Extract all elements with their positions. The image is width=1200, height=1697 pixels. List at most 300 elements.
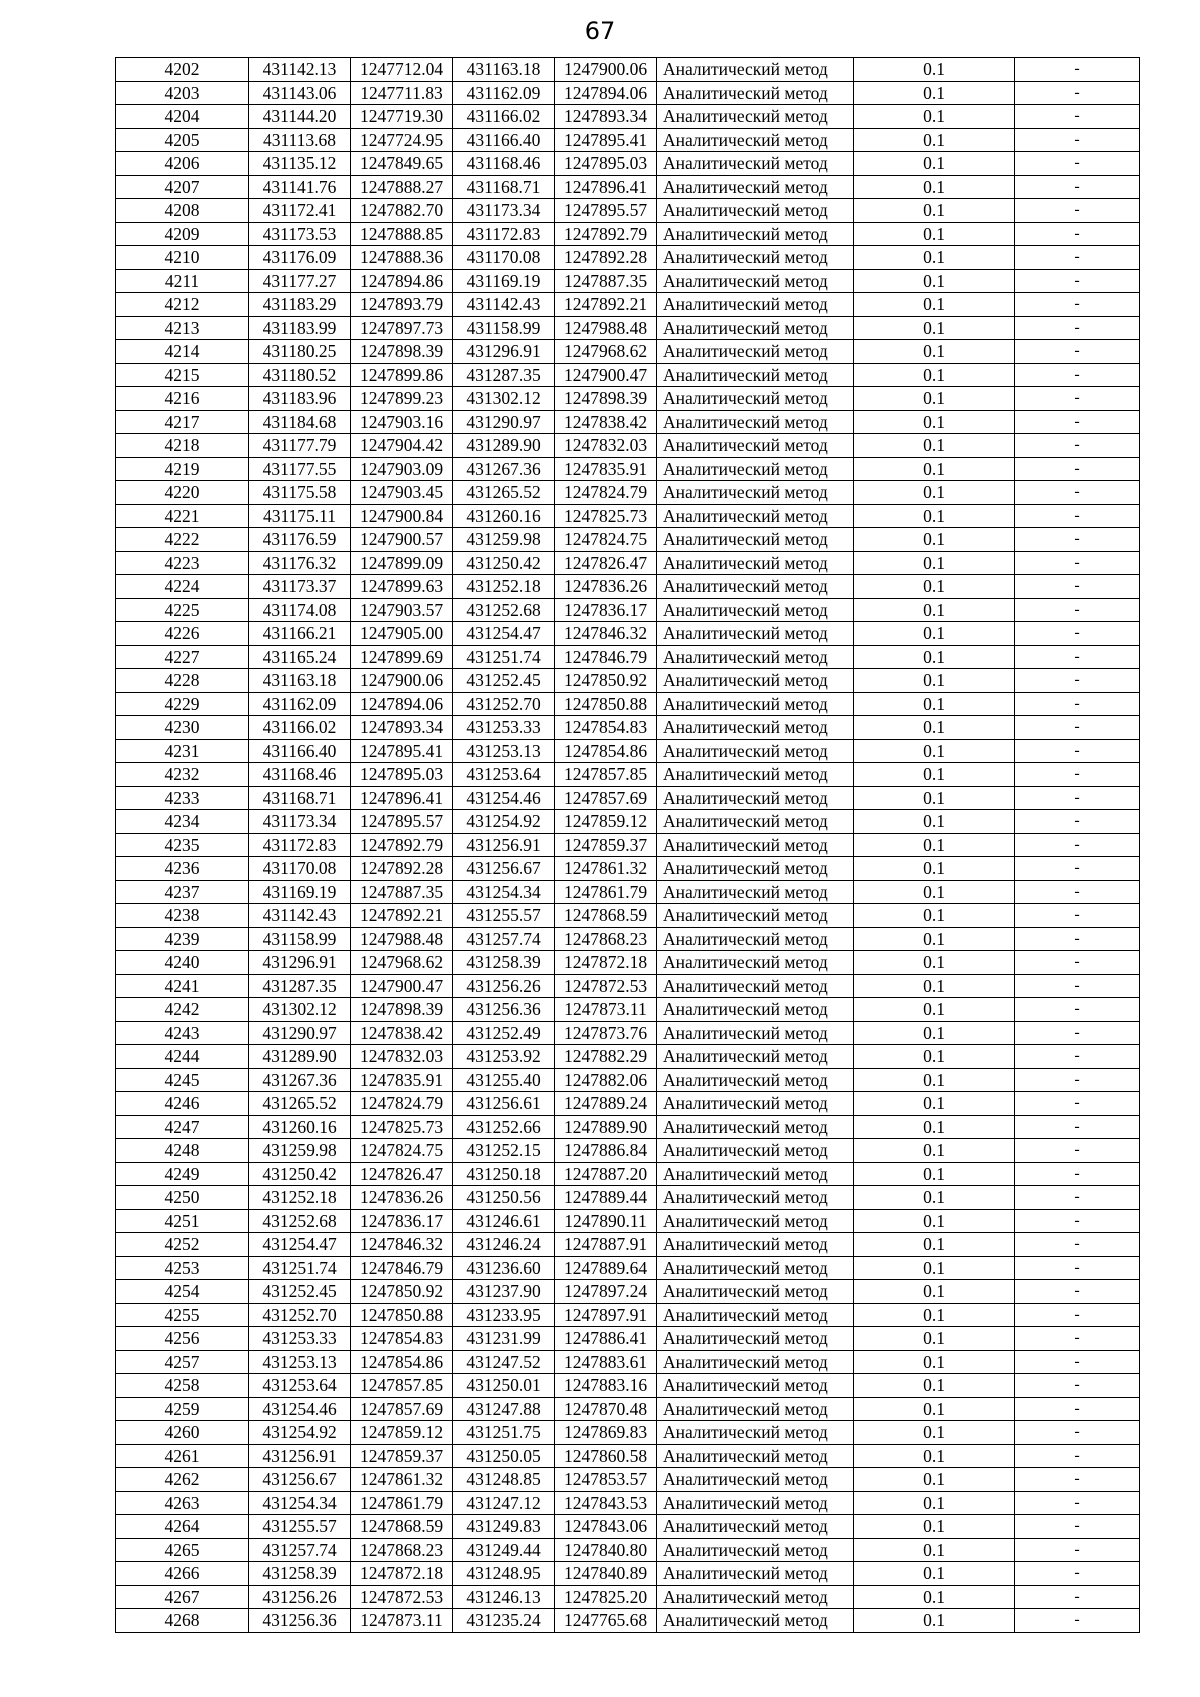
accuracy-cell: 0.1	[854, 1444, 1015, 1468]
y1-cell: 1247898.39	[351, 340, 453, 364]
accuracy-cell: 0.1	[854, 1585, 1015, 1609]
y1-cell: 1247900.84	[351, 504, 453, 528]
y1-cell: 1247868.59	[351, 1515, 453, 1539]
y2-cell: 1247887.91	[555, 1233, 657, 1257]
accuracy-cell: 0.1	[854, 316, 1015, 340]
y2-cell: 1247832.03	[555, 434, 657, 458]
y2-cell: 1247846.79	[555, 645, 657, 669]
table-row	[116, 387, 1140, 411]
x1-cell: 431183.96	[249, 387, 351, 411]
x1-cell: 431254.46	[249, 1397, 351, 1421]
y2-cell: 1247843.06	[555, 1515, 657, 1539]
accuracy-cell: 0.1	[854, 645, 1015, 669]
y1-cell: 1247857.85	[351, 1374, 453, 1398]
method-cell: Аналитический метод	[657, 1515, 854, 1539]
accuracy-cell: 0.1	[854, 1303, 1015, 1327]
accuracy-cell: 0.1	[854, 1562, 1015, 1586]
note-cell: -	[1015, 1209, 1140, 1233]
accuracy-cell: 0.1	[854, 481, 1015, 505]
x2-cell: 431253.64	[453, 763, 555, 787]
table-row	[116, 152, 1140, 176]
table-row	[116, 1468, 1140, 1492]
note-cell: -	[1015, 810, 1140, 834]
x2-cell: 431172.83	[453, 222, 555, 246]
x2-cell: 431250.01	[453, 1374, 555, 1398]
point-number-cell: 4262	[116, 1468, 249, 1492]
accuracy-cell: 0.1	[854, 105, 1015, 129]
x1-cell: 431252.68	[249, 1209, 351, 1233]
table-row	[116, 1068, 1140, 1092]
x1-cell: 431252.70	[249, 1303, 351, 1327]
table-row	[116, 1327, 1140, 1351]
y1-cell: 1247826.47	[351, 1162, 453, 1186]
y1-cell: 1247846.79	[351, 1256, 453, 1280]
method-cell: Аналитический метод	[657, 974, 854, 998]
point-number-cell: 4218	[116, 434, 249, 458]
y1-cell: 1247711.83	[351, 81, 453, 105]
y1-cell: 1247895.57	[351, 810, 453, 834]
note-cell: -	[1015, 1115, 1140, 1139]
x2-cell: 431287.35	[453, 363, 555, 387]
y2-cell: 1247872.53	[555, 974, 657, 998]
y1-cell: 1247903.45	[351, 481, 453, 505]
x2-cell: 431258.39	[453, 951, 555, 975]
x1-cell: 431252.45	[249, 1280, 351, 1304]
table-row	[116, 481, 1140, 505]
y1-cell: 1247882.70	[351, 199, 453, 223]
table-row	[116, 551, 1140, 575]
table-row	[116, 504, 1140, 528]
x1-cell: 431176.59	[249, 528, 351, 552]
point-number-cell: 4248	[116, 1139, 249, 1163]
accuracy-cell: 0.1	[854, 575, 1015, 599]
accuracy-cell: 0.1	[854, 528, 1015, 552]
accuracy-cell: 0.1	[854, 998, 1015, 1022]
point-number-cell: 4203	[116, 81, 249, 105]
accuracy-cell: 0.1	[854, 551, 1015, 575]
y1-cell: 1247903.09	[351, 457, 453, 481]
y2-cell: 1247854.86	[555, 739, 657, 763]
accuracy-cell: 0.1	[854, 1280, 1015, 1304]
y1-cell: 1247888.36	[351, 246, 453, 270]
note-cell: -	[1015, 739, 1140, 763]
x2-cell: 431252.45	[453, 669, 555, 693]
note-cell: -	[1015, 575, 1140, 599]
y2-cell: 1247883.16	[555, 1374, 657, 1398]
accuracy-cell: 0.1	[854, 293, 1015, 317]
x1-cell: 431254.47	[249, 1233, 351, 1257]
accuracy-cell: 0.1	[854, 1139, 1015, 1163]
note-cell: -	[1015, 175, 1140, 199]
x1-cell: 431260.16	[249, 1115, 351, 1139]
x1-cell: 431256.36	[249, 1609, 351, 1633]
y1-cell: 1247859.37	[351, 1444, 453, 1468]
table-row	[116, 434, 1140, 458]
table-row	[116, 293, 1140, 317]
point-number-cell: 4213	[116, 316, 249, 340]
method-cell: Аналитический метод	[657, 1280, 854, 1304]
y1-cell: 1247899.09	[351, 551, 453, 575]
method-cell: Аналитический метод	[657, 1562, 854, 1586]
x1-cell: 431180.25	[249, 340, 351, 364]
y2-cell: 1247825.20	[555, 1585, 657, 1609]
note-cell: -	[1015, 951, 1140, 975]
method-cell: Аналитический метод	[657, 951, 854, 975]
table-row	[116, 175, 1140, 199]
x1-cell: 431142.13	[249, 58, 351, 82]
accuracy-cell: 0.1	[854, 246, 1015, 270]
y1-cell: 1247892.28	[351, 857, 453, 881]
accuracy-cell: 0.1	[854, 1068, 1015, 1092]
accuracy-cell: 0.1	[854, 363, 1015, 387]
accuracy-cell: 0.1	[854, 1515, 1015, 1539]
x2-cell: 431250.18	[453, 1162, 555, 1186]
note-cell: -	[1015, 1092, 1140, 1116]
y1-cell: 1247832.03	[351, 1045, 453, 1069]
point-number-cell: 4260	[116, 1421, 249, 1445]
accuracy-cell: 0.1	[854, 152, 1015, 176]
x2-cell: 431162.09	[453, 81, 555, 105]
y1-cell: 1247836.26	[351, 1186, 453, 1210]
point-number-cell: 4243	[116, 1021, 249, 1045]
x1-cell: 431289.90	[249, 1045, 351, 1069]
x2-cell: 431260.16	[453, 504, 555, 528]
table-row	[116, 340, 1140, 364]
note-cell: -	[1015, 645, 1140, 669]
note-cell: -	[1015, 222, 1140, 246]
x2-cell: 431254.46	[453, 786, 555, 810]
table-row	[116, 1280, 1140, 1304]
method-cell: Аналитический метод	[657, 1585, 854, 1609]
x1-cell: 431177.27	[249, 269, 351, 293]
note-cell: -	[1015, 504, 1140, 528]
x1-cell: 431177.55	[249, 457, 351, 481]
y2-cell: 1247900.06	[555, 58, 657, 82]
accuracy-cell: 0.1	[854, 434, 1015, 458]
y2-cell: 1247898.39	[555, 387, 657, 411]
method-cell: Аналитический метод	[657, 927, 854, 951]
point-number-cell: 4258	[116, 1374, 249, 1398]
y2-cell: 1247896.41	[555, 175, 657, 199]
x1-cell: 431173.53	[249, 222, 351, 246]
x1-cell: 431184.68	[249, 410, 351, 434]
point-number-cell: 4217	[116, 410, 249, 434]
y2-cell: 1247892.79	[555, 222, 657, 246]
note-cell: -	[1015, 1256, 1140, 1280]
x1-cell: 431253.33	[249, 1327, 351, 1351]
x2-cell: 431256.61	[453, 1092, 555, 1116]
x2-cell: 431250.05	[453, 1444, 555, 1468]
note-cell: -	[1015, 1397, 1140, 1421]
table-row	[116, 904, 1140, 928]
x1-cell: 431255.57	[249, 1515, 351, 1539]
y2-cell: 1247882.06	[555, 1068, 657, 1092]
note-cell: -	[1015, 434, 1140, 458]
method-cell: Аналитический метод	[657, 340, 854, 364]
note-cell: -	[1015, 763, 1140, 787]
table-row	[116, 622, 1140, 646]
accuracy-cell: 0.1	[854, 692, 1015, 716]
table-row	[116, 880, 1140, 904]
accuracy-cell: 0.1	[854, 763, 1015, 787]
x2-cell: 431255.57	[453, 904, 555, 928]
table-row	[116, 1186, 1140, 1210]
y2-cell: 1247873.76	[555, 1021, 657, 1045]
point-number-cell: 4257	[116, 1350, 249, 1374]
table-row	[116, 1209, 1140, 1233]
x1-cell: 431183.99	[249, 316, 351, 340]
y1-cell: 1247846.32	[351, 1233, 453, 1257]
note-cell: -	[1015, 669, 1140, 693]
x2-cell: 431142.43	[453, 293, 555, 317]
x1-cell: 431172.83	[249, 833, 351, 857]
method-cell: Аналитический метод	[657, 1350, 854, 1374]
accuracy-cell: 0.1	[854, 1233, 1015, 1257]
y2-cell: 1247868.23	[555, 927, 657, 951]
y1-cell: 1247905.00	[351, 622, 453, 646]
method-cell: Аналитический метод	[657, 880, 854, 904]
method-cell: Аналитический метод	[657, 1491, 854, 1515]
y1-cell: 1247898.39	[351, 998, 453, 1022]
y2-cell: 1247857.85	[555, 763, 657, 787]
y1-cell: 1247859.12	[351, 1421, 453, 1445]
y2-cell: 1247886.41	[555, 1327, 657, 1351]
note-cell: -	[1015, 833, 1140, 857]
method-cell: Аналитический метод	[657, 669, 854, 693]
note-cell: -	[1015, 1139, 1140, 1163]
table-row	[116, 316, 1140, 340]
note-cell: -	[1015, 58, 1140, 82]
point-number-cell: 4244	[116, 1045, 249, 1069]
point-number-cell: 4233	[116, 786, 249, 810]
y2-cell: 1247836.17	[555, 598, 657, 622]
note-cell: -	[1015, 128, 1140, 152]
x2-cell: 431170.08	[453, 246, 555, 270]
y2-cell: 1247892.28	[555, 246, 657, 270]
accuracy-cell: 0.1	[854, 1538, 1015, 1562]
x2-cell: 431248.85	[453, 1468, 555, 1492]
table-row	[116, 1233, 1140, 1257]
point-number-cell: 4221	[116, 504, 249, 528]
x1-cell: 431162.09	[249, 692, 351, 716]
x1-cell: 431302.12	[249, 998, 351, 1022]
y1-cell: 1247903.16	[351, 410, 453, 434]
note-cell: -	[1015, 904, 1140, 928]
method-cell: Аналитический метод	[657, 1374, 854, 1398]
accuracy-cell: 0.1	[854, 199, 1015, 223]
point-number-cell: 4227	[116, 645, 249, 669]
method-cell: Аналитический метод	[657, 363, 854, 387]
note-cell: -	[1015, 1562, 1140, 1586]
accuracy-cell: 0.1	[854, 1609, 1015, 1633]
point-number-cell: 4256	[116, 1327, 249, 1351]
x1-cell: 431168.46	[249, 763, 351, 787]
y2-cell: 1247988.48	[555, 316, 657, 340]
point-number-cell: 4204	[116, 105, 249, 129]
y2-cell: 1247860.58	[555, 1444, 657, 1468]
x1-cell: 431144.20	[249, 105, 351, 129]
accuracy-cell: 0.1	[854, 1209, 1015, 1233]
y2-cell: 1247840.80	[555, 1538, 657, 1562]
note-cell: -	[1015, 1303, 1140, 1327]
note-cell: -	[1015, 857, 1140, 881]
point-number-cell: 4210	[116, 246, 249, 270]
note-cell: -	[1015, 551, 1140, 575]
x1-cell: 431169.19	[249, 880, 351, 904]
accuracy-cell: 0.1	[854, 1115, 1015, 1139]
y1-cell: 1247892.21	[351, 904, 453, 928]
note-cell: -	[1015, 105, 1140, 129]
note-cell: -	[1015, 152, 1140, 176]
method-cell: Аналитический метод	[657, 763, 854, 787]
note-cell: -	[1015, 1538, 1140, 1562]
y2-cell: 1247846.32	[555, 622, 657, 646]
point-number-cell: 4232	[116, 763, 249, 787]
y1-cell: 1247825.73	[351, 1115, 453, 1139]
x2-cell: 431252.15	[453, 1139, 555, 1163]
table-row	[116, 833, 1140, 857]
y2-cell: 1247765.68	[555, 1609, 657, 1633]
x1-cell: 431175.11	[249, 504, 351, 528]
accuracy-cell: 0.1	[854, 1186, 1015, 1210]
point-number-cell: 4245	[116, 1068, 249, 1092]
method-cell: Аналитический метод	[657, 716, 854, 740]
point-number-cell: 4239	[116, 927, 249, 951]
table-row	[116, 528, 1140, 552]
y2-cell: 1247883.61	[555, 1350, 657, 1374]
x1-cell: 431113.68	[249, 128, 351, 152]
point-number-cell: 4266	[116, 1562, 249, 1586]
table-row	[116, 1609, 1140, 1633]
y1-cell: 1247897.73	[351, 316, 453, 340]
note-cell: -	[1015, 457, 1140, 481]
y1-cell: 1247850.88	[351, 1303, 453, 1327]
table-row	[116, 1045, 1140, 1069]
method-cell: Аналитический метод	[657, 387, 854, 411]
accuracy-cell: 0.1	[854, 340, 1015, 364]
x2-cell: 431257.74	[453, 927, 555, 951]
accuracy-cell: 0.1	[854, 1350, 1015, 1374]
y2-cell: 1247825.73	[555, 504, 657, 528]
y2-cell: 1247887.20	[555, 1162, 657, 1186]
y1-cell: 1247873.11	[351, 1609, 453, 1633]
x1-cell: 431253.64	[249, 1374, 351, 1398]
method-cell: Аналитический метод	[657, 1209, 854, 1233]
note-cell: -	[1015, 622, 1140, 646]
point-number-cell: 4249	[116, 1162, 249, 1186]
x2-cell: 431252.49	[453, 1021, 555, 1045]
y1-cell: 1247904.42	[351, 434, 453, 458]
y2-cell: 1247870.48	[555, 1397, 657, 1421]
x2-cell: 431253.33	[453, 716, 555, 740]
point-number-cell: 4247	[116, 1115, 249, 1139]
y2-cell: 1247859.37	[555, 833, 657, 857]
accuracy-cell: 0.1	[854, 1021, 1015, 1045]
table-row	[116, 1256, 1140, 1280]
table-row	[116, 786, 1140, 810]
y2-cell: 1247869.83	[555, 1421, 657, 1445]
x1-cell: 431143.06	[249, 81, 351, 105]
y2-cell: 1247889.24	[555, 1092, 657, 1116]
table-row	[116, 1444, 1140, 1468]
point-number-cell: 4222	[116, 528, 249, 552]
note-cell: -	[1015, 269, 1140, 293]
accuracy-cell: 0.1	[854, 81, 1015, 105]
table-row	[116, 998, 1140, 1022]
y1-cell: 1247892.79	[351, 833, 453, 857]
point-number-cell: 4251	[116, 1209, 249, 1233]
x1-cell: 431141.76	[249, 175, 351, 199]
x2-cell: 431235.24	[453, 1609, 555, 1633]
table-row	[116, 1515, 1140, 1539]
table-row	[116, 598, 1140, 622]
point-number-cell: 4215	[116, 363, 249, 387]
y2-cell: 1247850.88	[555, 692, 657, 716]
method-cell: Аналитический метод	[657, 575, 854, 599]
x2-cell: 431169.19	[453, 269, 555, 293]
x1-cell: 431253.13	[249, 1350, 351, 1374]
note-cell: -	[1015, 363, 1140, 387]
x1-cell: 431166.21	[249, 622, 351, 646]
note-cell: -	[1015, 880, 1140, 904]
x2-cell: 431251.75	[453, 1421, 555, 1445]
note-cell: -	[1015, 1280, 1140, 1304]
x1-cell: 431290.97	[249, 1021, 351, 1045]
method-cell: Аналитический метод	[657, 410, 854, 434]
x1-cell: 431256.67	[249, 1468, 351, 1492]
method-cell: Аналитический метод	[657, 58, 854, 82]
point-number-cell: 4224	[116, 575, 249, 599]
method-cell: Аналитический метод	[657, 1444, 854, 1468]
x1-cell: 431257.74	[249, 1538, 351, 1562]
note-cell: -	[1015, 1468, 1140, 1492]
note-cell: -	[1015, 1162, 1140, 1186]
x1-cell: 431180.52	[249, 363, 351, 387]
y2-cell: 1247835.91	[555, 457, 657, 481]
y1-cell: 1247893.34	[351, 716, 453, 740]
note-cell: -	[1015, 1350, 1140, 1374]
accuracy-cell: 0.1	[854, 1421, 1015, 1445]
y2-cell: 1247894.06	[555, 81, 657, 105]
method-cell: Аналитический метод	[657, 1303, 854, 1327]
y2-cell: 1247897.24	[555, 1280, 657, 1304]
x2-cell: 431296.91	[453, 340, 555, 364]
accuracy-cell: 0.1	[854, 1397, 1015, 1421]
y2-cell: 1247900.47	[555, 363, 657, 387]
x1-cell: 431158.99	[249, 927, 351, 951]
x1-cell: 431165.24	[249, 645, 351, 669]
y1-cell: 1247895.41	[351, 739, 453, 763]
note-cell: -	[1015, 998, 1140, 1022]
x1-cell: 431166.02	[249, 716, 351, 740]
method-cell: Аналитический метод	[657, 175, 854, 199]
x2-cell: 431302.12	[453, 387, 555, 411]
y2-cell: 1247824.75	[555, 528, 657, 552]
x1-cell: 431163.18	[249, 669, 351, 693]
x1-cell: 431175.58	[249, 481, 351, 505]
x1-cell: 431172.41	[249, 199, 351, 223]
point-number-cell: 4214	[116, 340, 249, 364]
y1-cell: 1247836.17	[351, 1209, 453, 1233]
method-cell: Аналитический метод	[657, 1186, 854, 1210]
note-cell: -	[1015, 528, 1140, 552]
x2-cell: 431168.46	[453, 152, 555, 176]
y1-cell: 1247861.79	[351, 1491, 453, 1515]
y1-cell: 1247857.69	[351, 1397, 453, 1421]
x2-cell: 431250.56	[453, 1186, 555, 1210]
point-number-cell: 4225	[116, 598, 249, 622]
note-cell: -	[1015, 293, 1140, 317]
